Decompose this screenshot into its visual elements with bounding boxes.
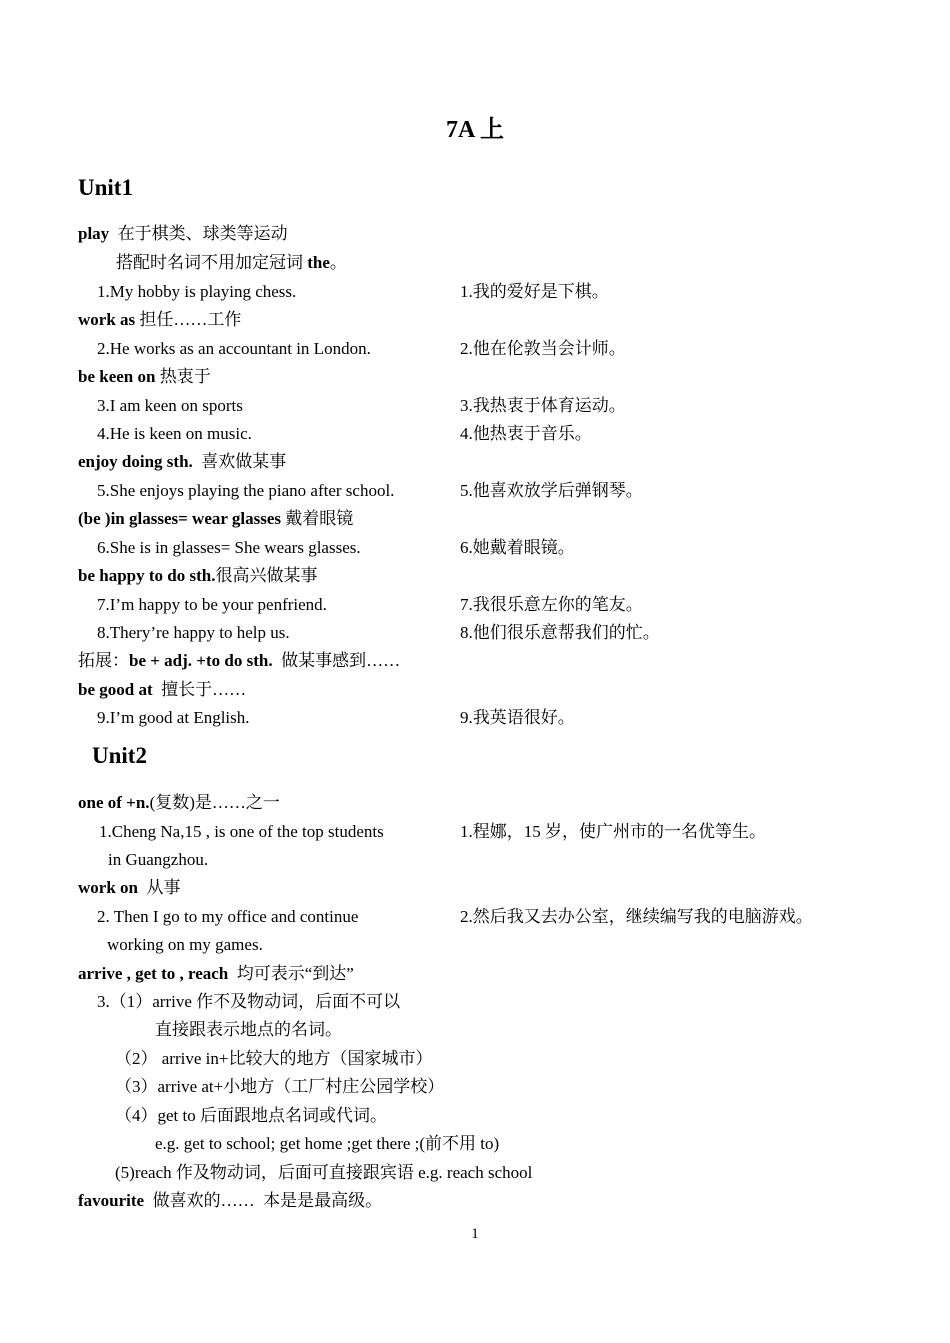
page-title: 7A 上	[445, 117, 504, 143]
good-at-entry	[78, 678, 246, 702]
happy-entry	[78, 564, 317, 588]
workas-entry	[78, 308, 241, 332]
arrive-note-4: （4）get to 后面跟地点名词或代词。	[115, 1106, 387, 1125]
arrive-note-4-example: e.g. get to school; get home ;get there ;(前不用 to)	[155, 1134, 500, 1153]
arrive-note-2: （2） arrive in+比较大的地方（国家城市）	[115, 1049, 433, 1068]
play-note-the: the	[307, 253, 330, 272]
glasses-entry	[78, 507, 353, 531]
arrive-definition: 均可表示“到达”	[236, 964, 354, 983]
enjoy-term: enjoy doing sth.	[78, 452, 193, 471]
favourite-entry	[78, 1189, 382, 1213]
work-on-term: work on	[78, 878, 138, 897]
extension-prefix: 拓展：	[78, 651, 129, 670]
play-entry	[78, 222, 288, 246]
good-at-term: be good at	[78, 680, 153, 699]
u2-example-1-en-line2: in Guangzhou.	[108, 850, 209, 869]
u1-example-5-zh: 5.他喜欢放学后弹钢琴。	[460, 481, 643, 500]
play-note	[116, 251, 347, 275]
u1-example-1-en: 1.My hobby is playing chess.	[97, 282, 297, 301]
u1-example-8-zh: 8.他们很乐意帮我们的忙。	[460, 623, 660, 642]
u2-example-2-en-line1: 2. Then I go to my office and continue	[97, 907, 359, 926]
one-of-entry	[78, 791, 280, 815]
u2-example-1-zh: 1.程娜，15 岁，使广州市的一名优等生。	[460, 822, 766, 841]
u1-example-7-zh: 7.我很乐意左你的笔友。	[460, 595, 643, 614]
good-at-definition: 擅长于……	[161, 680, 247, 699]
glasses-definition: 戴着眼镜	[285, 509, 354, 528]
arrive-note-5: (5)reach 作及物动词，后面可直接跟宾语 e.g. reach school	[115, 1163, 533, 1182]
one-of-definition: (复数)是……之一	[149, 793, 280, 812]
play-note-end: 。	[329, 253, 347, 272]
u1-example-6-zh: 6.她戴着眼镜。	[460, 538, 575, 557]
u1-example-6-en: 6.She is in glasses= She wears glasses.	[97, 538, 361, 557]
u2-example-2-zh: 2.然后我又去办公室，继续编写我的电脑游戏。	[460, 907, 813, 926]
u1-example-2-zh: 2.他在伦敦当会计师。	[460, 339, 626, 358]
u1-example-7-en: 7.I’m happy to be your penfriend.	[97, 595, 327, 614]
happy-term: be happy to do sth.	[78, 566, 216, 585]
enjoy-entry	[78, 450, 286, 474]
work-on-definition: 从事	[146, 878, 181, 897]
page-number: 1	[471, 1226, 479, 1242]
keen-entry	[78, 365, 211, 389]
play-definition: 在于棋类、球类等运动	[117, 224, 288, 243]
arrive-entry	[78, 962, 354, 986]
arrive-note-1: 3.（1）arrive 作不及物动词，后面不可以	[97, 992, 401, 1011]
extension-definition: 做某事感到……	[281, 651, 401, 670]
arrive-term: arrive , get to , reach	[78, 964, 229, 983]
favourite-definition: 做喜欢的……	[152, 1191, 255, 1210]
one-of-term: one of +n.	[78, 793, 150, 812]
u1-example-1-zh: 1.我的爱好是下棋。	[460, 282, 609, 301]
extension-term: be + adj. +to do sth.	[129, 651, 273, 670]
u1-example-5-en: 5.She enjoys playing the piano after school.	[97, 481, 395, 500]
u1-example-9-en: 9.I’m good at English.	[97, 708, 250, 727]
u1-example-4-zh: 4.他热衷于音乐。	[460, 424, 592, 443]
keen-definition: 热衷于	[159, 367, 211, 386]
unit1-heading: Unit1	[78, 175, 133, 200]
happy-definition: 很高兴做某事	[215, 566, 318, 585]
u2-example-2-en-line2: working on my games.	[107, 935, 263, 954]
u1-example-3-zh: 3.我热衷于体育运动。	[460, 396, 626, 415]
u1-example-8-en: 8.Thery’re happy to help us.	[97, 623, 290, 642]
workas-definition: 担任……工作	[139, 310, 242, 329]
u1-example-4-en: 4.He is keen on music.	[97, 424, 252, 443]
arrive-note-3: （3）arrive at+小地方（工厂村庄公园学校）	[115, 1077, 445, 1096]
u1-example-2-en: 2.He works as an accountant in London.	[97, 339, 371, 358]
favourite-term: favourite	[78, 1191, 145, 1210]
u2-example-1-en-line1: 1.Cheng Na,15 , is one of the top students	[99, 822, 384, 841]
u1-example-9-zh: 9.我英语很好。	[460, 708, 575, 727]
workas-term: work as	[78, 310, 136, 329]
u1-example-3-en: 3.I am keen on sports	[97, 396, 243, 415]
play-note-text: 搭配时名词不用加定冠词	[116, 253, 303, 272]
work-on-entry	[78, 876, 180, 900]
glasses-term: (be )in glasses= wear glasses	[78, 509, 281, 528]
favourite-note: 本是是最高级。	[263, 1191, 383, 1210]
keen-term: be keen on	[78, 367, 156, 386]
enjoy-definition: 喜欢做某事	[201, 452, 287, 471]
arrive-note-1-cont: 直接跟表示地点的名词。	[155, 1020, 342, 1039]
extension-entry	[78, 649, 400, 673]
unit2-heading: Unit2	[92, 743, 147, 768]
play-term: play	[78, 224, 110, 243]
